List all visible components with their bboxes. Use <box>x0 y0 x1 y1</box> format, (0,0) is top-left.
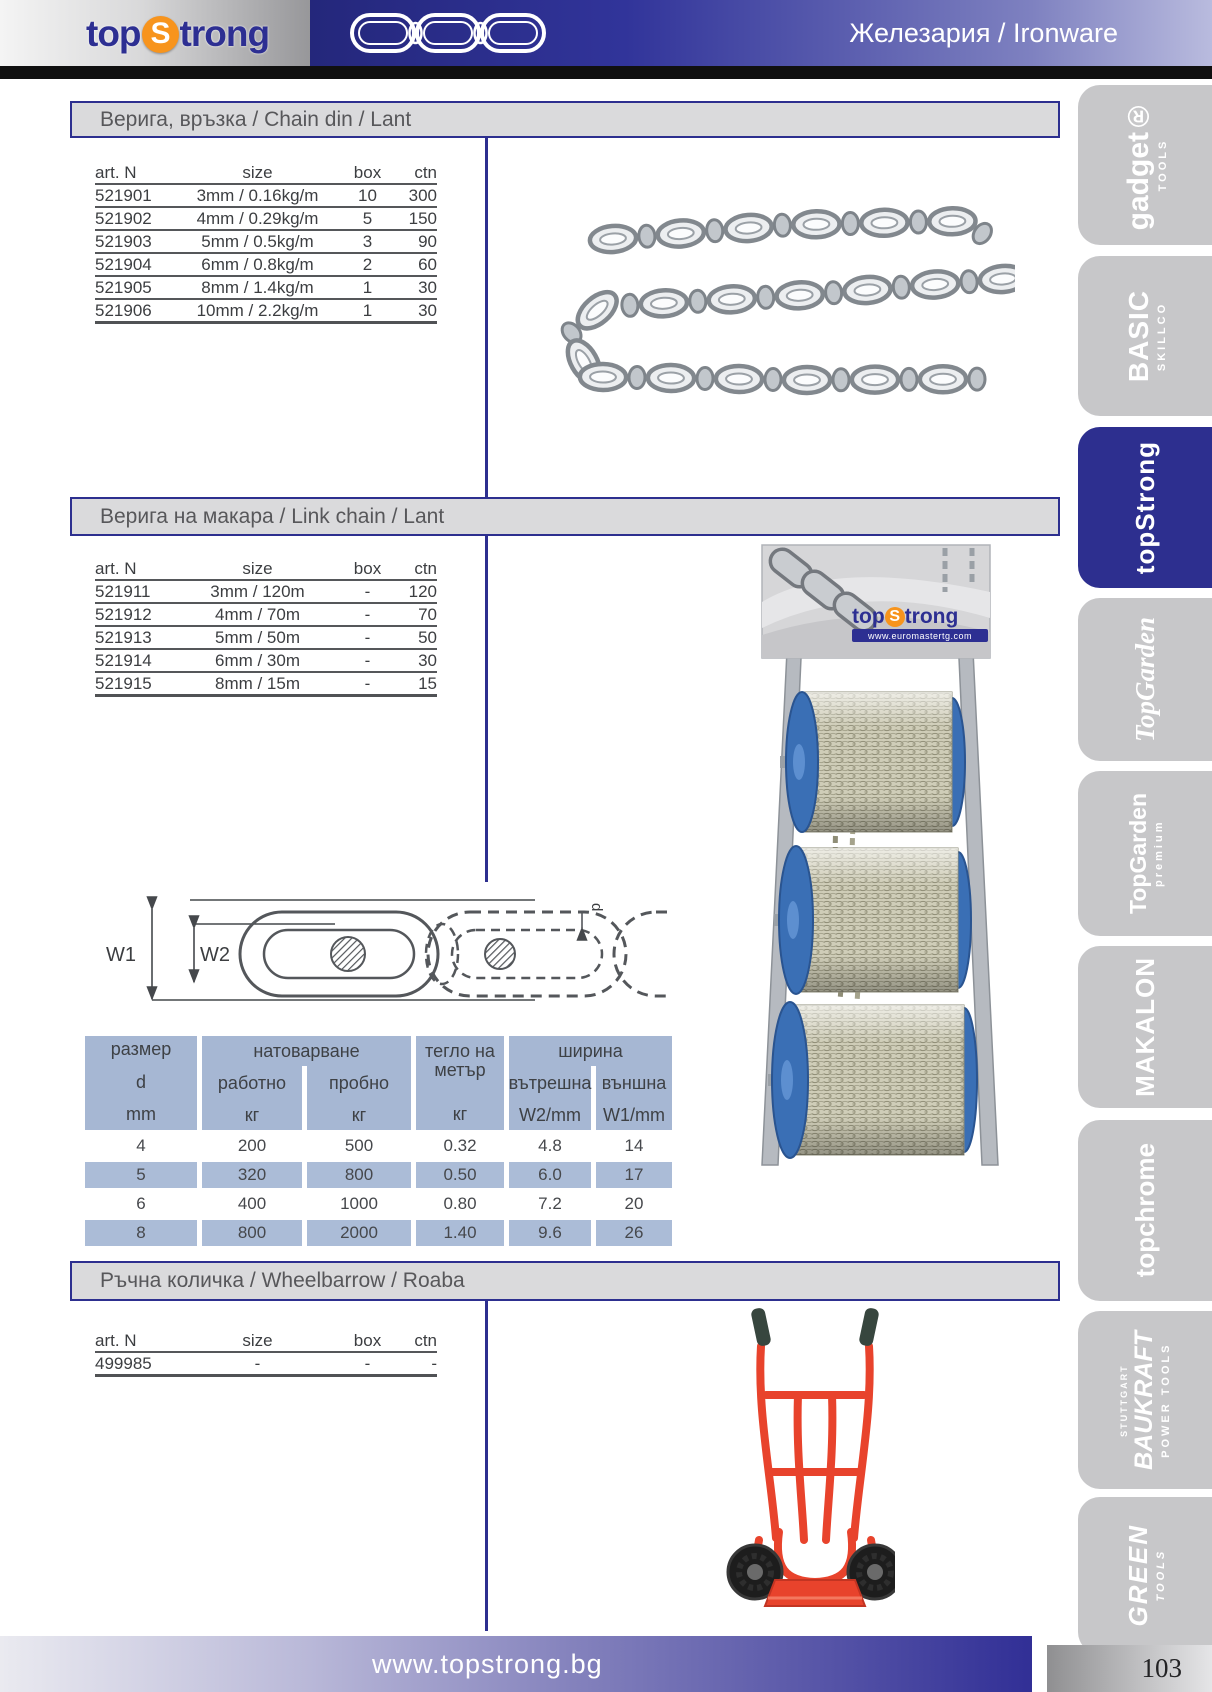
cell: 3 <box>340 230 395 253</box>
cell: 150 <box>395 207 437 230</box>
col-header-size <box>85 1036 197 1130</box>
table-row <box>95 184 437 207</box>
col-header: art. N <box>95 162 175 184</box>
cell: 200 <box>237 1136 267 1155</box>
sidebar-tab-basic-skillco <box>1078 256 1212 416</box>
cell: 30 <box>395 276 437 299</box>
cell: 1.40 <box>416 1220 504 1246</box>
section-title: Ръчна количка / Wheelbarrow / Roaba <box>100 1269 465 1292</box>
cell: 6 <box>136 1194 146 1213</box>
tab-sublabel: TOOLS <box>1156 138 1169 192</box>
cell: 8mm / 1.4kg/m <box>175 276 340 299</box>
chain-product-photo <box>545 175 1015 405</box>
cell: 521912 <box>95 603 175 626</box>
chain-reel <box>780 692 965 832</box>
spec-table-body <box>85 1133 672 1246</box>
cell: 8 <box>85 1220 197 1246</box>
chain-links-icon <box>348 9 548 57</box>
cell: 499985 <box>95 1352 175 1376</box>
cell: 521913 <box>95 626 175 649</box>
label: кг <box>452 1104 468 1124</box>
col-header: box <box>340 1330 395 1352</box>
col-header-weight <box>416 1036 504 1130</box>
header-logo-panel <box>0 0 310 66</box>
col-header-kg: кг <box>307 1100 411 1130</box>
cell: 521905 <box>95 276 175 299</box>
table-row <box>95 299 437 323</box>
sidebar-tab-topstrong <box>1078 427 1212 588</box>
cell: 1000 <box>340 1194 378 1213</box>
vertical-divider <box>485 1301 488 1631</box>
section-header-wheelbarrow <box>70 1261 1060 1301</box>
logo-text-post: trong <box>179 13 270 54</box>
cell: 521915 <box>95 672 175 696</box>
table-row <box>95 580 437 603</box>
cell: 10 <box>340 184 395 207</box>
cell: 1 <box>340 276 395 299</box>
label: тегло на метър <box>425 1041 495 1080</box>
footer-url: www.topstrong.bg <box>372 1648 603 1679</box>
cell: - <box>340 1352 395 1376</box>
col-header: box <box>340 558 395 580</box>
col-header: art. N <box>95 1330 175 1352</box>
cell: 6mm / 30m <box>175 649 340 672</box>
topstrong-logo <box>86 13 269 55</box>
cell: 20 <box>624 1194 644 1213</box>
col-header-outer: външна <box>596 1066 672 1100</box>
chain-din-table <box>95 162 437 324</box>
cell: - <box>340 580 395 603</box>
cell: 2000 <box>307 1220 411 1246</box>
cell: - <box>395 1352 437 1376</box>
cell: 8mm / 15m <box>175 672 340 696</box>
cell: - <box>175 1352 340 1376</box>
stand-url-text: www.euromastertg.com <box>852 629 988 642</box>
tab-label: gadget® <box>1121 99 1155 231</box>
col-header-kg: кг <box>202 1100 302 1130</box>
cell: 7.2 <box>538 1194 562 1213</box>
logo-text-pre: top <box>852 605 885 628</box>
table-header-row <box>95 558 437 580</box>
cell: 30 <box>395 649 437 672</box>
cell: 800 <box>202 1220 302 1246</box>
cell: 4mm / 70m <box>175 603 340 626</box>
col-header-w2: W2/mm <box>509 1100 591 1130</box>
col-header-width: ширина <box>509 1036 672 1066</box>
table-header-row <box>95 1330 437 1352</box>
cell: 521902 <box>95 207 175 230</box>
col-header-inner: вътрешна <box>509 1066 591 1100</box>
cell: 4 <box>136 1136 146 1155</box>
sidebar-tab-topgarden-premium <box>1078 771 1212 936</box>
section-title: Верига на макара / Link chain / Lant <box>100 504 445 528</box>
logo-text-pre: top <box>86 13 141 54</box>
table-row <box>95 230 437 253</box>
sidebar-tab-makalon <box>1078 946 1212 1108</box>
cell: - <box>340 603 395 626</box>
table-row <box>95 603 437 626</box>
tab-label: TopGarden <box>1129 616 1160 743</box>
cell: 5 <box>340 207 395 230</box>
cell: 50 <box>395 626 437 649</box>
vertical-divider <box>485 536 488 882</box>
cell: 90 <box>395 230 437 253</box>
cell: 500 <box>344 1136 374 1155</box>
cell: 70 <box>395 603 437 626</box>
diagram-label-w1: W1 <box>106 944 136 966</box>
cell: 521914 <box>95 649 175 672</box>
header-title-panel <box>310 0 1212 66</box>
cell: 6mm / 0.8kg/m <box>175 253 340 276</box>
sidebar-tab-baukraft <box>1078 1311 1212 1489</box>
label: размер <box>110 1039 172 1059</box>
cell: 0.32 <box>443 1136 477 1155</box>
logo-s-circle-icon: S <box>142 16 179 53</box>
cell: 4mm / 0.29kg/m <box>175 207 340 230</box>
label: mm <box>126 1104 156 1124</box>
table-row <box>95 1352 437 1376</box>
cell: 5mm / 50m <box>175 626 340 649</box>
table-row <box>95 207 437 230</box>
table-row <box>95 253 437 276</box>
cell: 800 <box>307 1162 411 1188</box>
spec-table-header <box>85 1036 672 1130</box>
col-header-w1: W1/mm <box>596 1100 672 1130</box>
col-header-load: натоварване <box>202 1036 411 1066</box>
cell: 521906 <box>95 299 175 323</box>
cell: 521903 <box>95 230 175 253</box>
tab-label: topStrong <box>1129 440 1160 575</box>
cell: 300 <box>395 184 437 207</box>
cell: - <box>340 672 395 696</box>
cell: 521911 <box>95 580 175 603</box>
col-header: ctn <box>395 162 437 184</box>
cell: 5mm / 0.5kg/m <box>175 230 340 253</box>
table-row <box>95 276 437 299</box>
cell: 9.6 <box>509 1220 591 1246</box>
cell: 17 <box>596 1162 672 1188</box>
sidebar-tab-green-tools <box>1078 1497 1212 1654</box>
table-row <box>95 626 437 649</box>
header-divider-bar <box>0 66 1212 79</box>
footer-bar <box>0 1636 1032 1692</box>
col-header: size <box>175 1330 340 1352</box>
tab-prelabel: STUTTGART <box>1118 1363 1129 1437</box>
cell: 2 <box>340 253 395 276</box>
col-header: ctn <box>395 558 437 580</box>
table-row <box>95 672 437 696</box>
col-header: ctn <box>395 1330 437 1352</box>
cell: 3mm / 0.16kg/m <box>175 184 340 207</box>
chain-reel <box>768 1002 977 1158</box>
cell: 4.8 <box>538 1136 562 1155</box>
cell: 0.80 <box>443 1194 477 1213</box>
wheelbarrow-photo <box>655 1300 895 1620</box>
chain-dimension-diagram <box>90 888 670 1018</box>
cell: 6.0 <box>509 1162 591 1188</box>
cell: - <box>340 626 395 649</box>
page-number: 103 <box>1047 1645 1212 1692</box>
col-header-work: работно <box>202 1066 302 1100</box>
col-header: size <box>175 558 340 580</box>
cell: 0.50 <box>416 1162 504 1188</box>
wheelbarrow-table <box>95 1330 437 1377</box>
cell: 521904 <box>95 253 175 276</box>
tab-label: TopGarden <box>1125 793 1151 914</box>
section-header-link-chain <box>70 497 1060 536</box>
tab-label: BAUKRAFT <box>1129 1330 1158 1470</box>
label: d <box>135 1071 146 1092</box>
tab-sublabel: SKILLCO <box>1155 301 1168 371</box>
cell: - <box>340 649 395 672</box>
logo-text-post: trong <box>904 605 959 628</box>
tab-label: MAKALON <box>1129 957 1160 1097</box>
page-title: Железария / Ironware <box>849 18 1118 48</box>
chain-reel <box>774 846 971 994</box>
vertical-divider <box>485 138 488 497</box>
col-header: size <box>175 162 340 184</box>
col-header: box <box>340 162 395 184</box>
cell: 5 <box>85 1162 197 1188</box>
stand-topstrong-logo <box>852 605 958 629</box>
cell: 60 <box>395 253 437 276</box>
cell: 120 <box>395 580 437 603</box>
cell: 3mm / 120m <box>175 580 340 603</box>
cell: 15 <box>395 672 437 696</box>
logo-s-circle-icon: S <box>885 607 905 627</box>
tab-sublabel: POWER TOOLS <box>1159 1342 1172 1458</box>
chain-spec-table <box>85 1036 672 1246</box>
cell: 30 <box>395 299 437 323</box>
table-row <box>95 649 437 672</box>
diagram-label-w2: W2 <box>200 944 230 966</box>
sidebar-tab-topchrome <box>1078 1120 1212 1301</box>
section-header-chain-din <box>70 101 1060 138</box>
col-header: art. N <box>95 558 175 580</box>
tab-label: BASIC <box>1122 289 1154 383</box>
col-header-test: пробно <box>307 1066 411 1100</box>
tab-label: topchrome <box>1129 1143 1160 1278</box>
cell: 1 <box>340 299 395 323</box>
section-title: Верига, връзка / Chain din / Lant <box>100 107 412 131</box>
diagram-label-d: d <box>588 903 605 912</box>
cell: 320 <box>202 1162 302 1188</box>
cell: 14 <box>624 1136 644 1155</box>
link-chain-table <box>95 558 437 697</box>
sidebar-tab-topgarden <box>1078 598 1212 761</box>
cell: 26 <box>596 1220 672 1246</box>
sidebar-tab-gadget <box>1078 85 1212 245</box>
cell: 521901 <box>95 184 175 207</box>
cell: 400 <box>237 1194 267 1213</box>
tab-sublabel: premium <box>1153 819 1165 888</box>
cell: 10mm / 2.2kg/m <box>175 299 340 323</box>
page-header <box>0 0 1212 66</box>
tab-label: GREEN <box>1123 1524 1153 1627</box>
tab-sublabel: TOOLS <box>1155 1549 1167 1602</box>
table-header-row <box>95 162 437 184</box>
